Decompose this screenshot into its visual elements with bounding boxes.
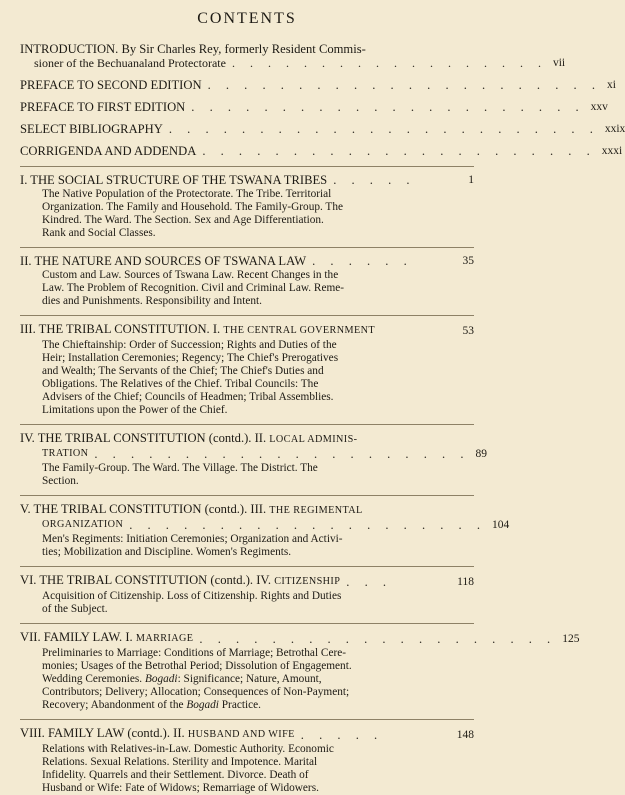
divider xyxy=(20,495,474,496)
page-number: xi xyxy=(606,79,616,91)
page-number: 125 xyxy=(562,633,580,645)
page-number: xxxi xyxy=(601,145,623,157)
dot-leader: . . . . . . . . . . . . . . . . . . xyxy=(231,56,547,70)
chapter-description xyxy=(20,269,474,308)
toc-entry[interactable] xyxy=(20,144,623,158)
description-line: Contributors; Delivery; Allocation; Consequences of Non-Payment; xyxy=(42,686,350,698)
chapter-subtitle-cont: TRATION xyxy=(42,448,89,459)
chapter-subtitle: MARRIAGE xyxy=(135,633,194,644)
page-number: xxv xyxy=(590,101,608,113)
divider xyxy=(20,166,474,167)
description-line: Relations with Relatives-in-Law. Domestic Authority. Economic xyxy=(42,743,334,755)
entry-label: PREFACE TO FIRST EDITION xyxy=(20,100,186,114)
chapter-title: V. THE TRIBAL CONSTITUTION (contd.). III. THE REGIMENTAL xyxy=(20,502,363,516)
chapter-entry[interactable] xyxy=(20,573,474,616)
chapter-entry[interactable] xyxy=(20,254,474,308)
description-line: of the Subject. xyxy=(42,603,108,615)
dot-leader: . . . . . xyxy=(300,728,384,742)
entry-label: PREFACE TO SECOND EDITION xyxy=(20,78,202,92)
page-number: 104 xyxy=(492,519,510,531)
divider xyxy=(20,566,474,567)
chapter-title: III. THE TRIBAL CONSTITUTION. I. THE CENTRAL GOVERNMENT xyxy=(20,322,375,336)
chapter-entry[interactable] xyxy=(20,431,487,488)
chapter-subtitle: THE CENTRAL GOVERNMENT xyxy=(223,325,375,336)
chapter-entry[interactable] xyxy=(20,322,474,417)
description-line: Kindred. The Ward. The Section. Sex and Age Differentiation. xyxy=(42,214,324,226)
description-line: Heir; Installation Ceremonies; Regency; The Chief's Prerogatives xyxy=(42,352,339,364)
dot-leader: . . . . . . . . . . . . . . . . . . . . . . xyxy=(202,144,596,158)
description-line: Rank and Social Classes. xyxy=(42,227,156,239)
description-line: Obligations. The Relatives of the Chief. Tribal Councils: The xyxy=(42,378,319,390)
description-line: Custom and Law. Sources of Tswana Law. Recent Changes in the xyxy=(42,269,339,281)
chapter-description xyxy=(20,462,474,488)
page-number: xxix xyxy=(604,123,625,135)
chapter-description xyxy=(20,188,474,240)
description-line: Law. The Problem of Recognition. Civil and Criminal Law. Reme- xyxy=(42,282,345,294)
description-line: Advisers of the Chief; Councils of Headmen; Tribal Assemblies. xyxy=(42,391,334,403)
chapter-title: VII. FAMILY LAW. I. MARRIAGE xyxy=(20,630,194,644)
chapter-subtitle: HUSBAND AND WIFE xyxy=(187,729,295,740)
description-line: The Native Population of the Protectorate. The Tribe. Territorial xyxy=(42,188,332,200)
toc-entry[interactable] xyxy=(20,78,616,92)
dot-leader: . . . . . . . . . . . . . . . . . . . . xyxy=(129,518,486,532)
dot-leader: . . . xyxy=(346,575,393,589)
dot-leader: . . . . . . xyxy=(312,254,413,268)
description-line: Infidelity. Quarrels and their Settlement. Divorce. Death of xyxy=(42,769,309,781)
description-line: Wedding Ceremonies. Bogadi: Significance; Nature, Amount, xyxy=(42,673,322,685)
chapter-title: IV. THE TRIBAL CONSTITUTION (contd.). II. LOCAL ADMINIS- xyxy=(20,431,358,445)
divider xyxy=(20,424,474,425)
entry-label: SELECT BIBLIOGRAPHY xyxy=(20,122,163,136)
divider xyxy=(20,247,474,248)
front-matter xyxy=(20,42,625,158)
page-number: vii xyxy=(552,57,566,69)
chapter-title: II. THE NATURE AND SOURCES OF TSWANA LAW xyxy=(20,254,307,268)
description-line: Preliminaries to Marriage: Conditions of Marriage; Betrothal Cere- xyxy=(42,647,346,659)
chapter-title: VIII. FAMILY LAW (contd.). II. HUSBAND AND WIFE xyxy=(20,726,295,740)
divider xyxy=(20,719,474,720)
chapter-description xyxy=(20,590,474,616)
description-line: Section. xyxy=(42,475,79,487)
chapter-entry[interactable] xyxy=(20,726,474,795)
page-number: 148 xyxy=(456,729,474,741)
description-line: Husband or Wife: Fate of Widows; Remarriage of Widowers. xyxy=(42,782,319,794)
chapter-entry[interactable] xyxy=(20,173,474,240)
page-number: 118 xyxy=(457,576,474,588)
description-line: Recovery; Abandonment of the Bogadi Practice. xyxy=(42,699,261,711)
description-line: ties; Mobilization and Discipline. Women's Regiments. xyxy=(42,546,292,558)
dot-leader: . . . . . . . . . . . . . . . . . . . . . xyxy=(94,447,470,461)
introduction-line-2: sioner of the Bechuanaland Protectorate xyxy=(34,56,226,70)
chapter-description xyxy=(20,743,474,795)
chapter-description xyxy=(20,533,474,559)
page-number: 53 xyxy=(462,325,474,337)
toc-entry[interactable] xyxy=(20,122,625,136)
toc-entry[interactable] xyxy=(20,100,608,114)
chapter-subtitle-cont: ORGANIZATION xyxy=(42,519,124,530)
page-title: CONTENTS xyxy=(197,10,297,27)
dot-leader: . . . . . . . . . . . . . . . . . . . . . . xyxy=(191,100,585,114)
description-line: Limitations upon the Power of the Chief. xyxy=(42,404,228,416)
dot-leader: . . . . . xyxy=(333,173,416,187)
chapter-title: VI. THE TRIBAL CONSTITUTION (contd.). IV. CITIZENSHIP xyxy=(20,573,341,587)
description-line: Organization. The Family and Household. The Family-Group. The xyxy=(42,201,343,213)
description-line: and Wealth; The Servants of the Chief; The Chief's Duties and xyxy=(42,365,324,377)
description-line: Acquisition of Citizenship. Loss of Citizenship. Rights and Duties xyxy=(42,590,342,602)
chapter-subtitle: LOCAL ADMINIS- xyxy=(269,434,358,445)
description-line: dies and Punishments. Responsibility and Intent. xyxy=(42,295,262,307)
description-line: monies; Usages of the Betrothal Period; Dissolution of Engagement. xyxy=(42,660,352,672)
description-line: The Family-Group. The Ward. The Village. The District. The xyxy=(42,462,318,474)
chapter-title: I. THE SOCIAL STRUCTURE OF THE TSWANA TRIBES xyxy=(20,173,328,187)
chapter-subtitle: THE REGIMENTAL xyxy=(269,505,363,516)
dot-leader: . . . . . . . . . . . . . . . . . . . . . . xyxy=(207,78,601,92)
chapter-description xyxy=(20,647,474,712)
page-number: 1 xyxy=(468,174,474,186)
dot-leader: . . . . . . . . . . . . . . . . . . . . . . . . xyxy=(168,122,599,136)
page-number: 35 xyxy=(462,255,474,267)
introduction-entry[interactable] xyxy=(20,42,566,70)
description-line: The Chieftainship: Order of Succession; Rights and Duties of the xyxy=(42,339,337,351)
divider xyxy=(20,315,474,316)
chapter-subtitle: CITIZENSHIP xyxy=(274,576,341,587)
page-number: 89 xyxy=(475,448,487,460)
description-line: Men's Regiments: Initiation Ceremonies; Organization and Activi- xyxy=(42,533,343,545)
description-line: Relations. Sexual Relations. Sterility and Impotence. Marital xyxy=(42,756,318,768)
divider xyxy=(20,623,474,624)
chapter-description xyxy=(20,339,474,417)
dot-leader: . . . . . . . . . . . . . . . . . . . . xyxy=(199,632,557,646)
entry-label: CORRIGENDA AND ADDENDA xyxy=(20,144,197,158)
introduction-line-1: INTRODUCTION. By Sir Charles Rey, formerly Resident Commis- xyxy=(20,42,366,56)
chapter-entry[interactable] xyxy=(20,630,580,712)
chapter-entry[interactable] xyxy=(20,502,510,559)
